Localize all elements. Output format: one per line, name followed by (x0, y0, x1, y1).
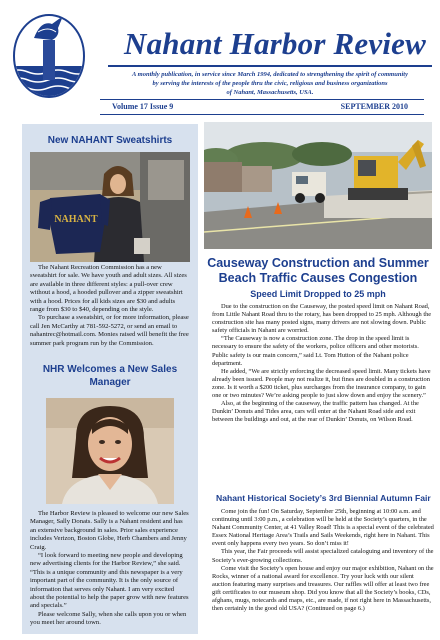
sweatshirt-lettering: NAHANT (54, 214, 98, 225)
paragraph: Come visit the Society’s open house and enjoy our major exhibition, Nahant on the Rocks, winner of a national award for excellence. Try your luck with our silent auction featuring many surprises and treasures. Our raffles will offer at least two free gift certificates to our museum shop. Did you know that all the Society’s books, CDs, afghans, mugs, notecards and maps, etc., are made, if not right here in Massachusetts, then certainly in the good old USA? (Continued on page 6.) (212, 564, 434, 613)
paragraph: To purchase a sweatshirt, or for more information, please call Jen McCarthy at 781-592-5272, or send an email to nahantrec@hotmail.com. Monies raised will benefit the free summer park program run by the Commission. (30, 314, 189, 347)
paragraph: Due to the construction on the Causeway, the posted speed limit on Nahant Road, from Little Nahant Road thru to the rotary, has been dropped to 25 mph. Although the construction site has many posted signs, many drivers are not slowing down. Public safety officials in Nahant are worried. (212, 303, 432, 335)
paragraph: “I look forward to meeting new people and developing new advertising clients for the Harbor Review,” she said. “This is a unique community and this newspaper is a very important part of the community. It is the only source of information that serves only Nahant. I am very excited about the potential to help the paper grow with new features and specials.” (30, 552, 189, 610)
paragraph: Please welcome Sally, when she calls upon you or when you meet her around town. (30, 610, 187, 627)
paragraph: “The Causeway is now a construction zone. The drop in the speed limit is necessary to ensure the safety of the workers, police officers and other motorists. Public safety is our main concern,” said Lt. Tom Hutton of the Nahant police department. (212, 335, 419, 367)
tagline-line: A monthly publication, in service since March 1994, dedicated to strengthening the spirit of community (132, 71, 408, 78)
paragraph: The Harbor Review is pleased to welcome our new Sales Manager, Sally Donats. Sally is a Nahant resident and has an extensive background in sales. Prior sales experience includes Verizon, Boston Globe, Herb Chambers and Jenny Craig. (30, 510, 189, 551)
historical-heading: Nahant Historical Society’s 3rd Biennial Autumn Fair (216, 493, 431, 503)
sweatshirts-body (22, 264, 198, 348)
causeway-subheading: Speed Limit Dropped to 25 mph (250, 289, 386, 299)
paragraph: This year, the Fair proceeds will assist specialized cataloguing and inventory of the Society’s ever-growing collections. (212, 548, 434, 564)
paragraph: The Nahant Recreation Commission has a new sweatshirt for sale. We have youth and adult sizes. All sizes are available in three different styles: a pull-over crew without a hood, a hooded pullover and a zipper sweatshirt with a hood. Prices for all kids sizes are $30 and adults range from $30 to $40, depending on the style. (30, 264, 187, 314)
volume-issue: Volume 17 Issue 9 (112, 102, 174, 111)
causeway-heading-line: Causeway Construction and Summer (207, 256, 429, 270)
title-rule (108, 65, 432, 67)
masthead (8, 6, 432, 98)
tagline (108, 70, 432, 97)
sales-heading-line: NHR Welcomes a New Sales (42, 364, 178, 375)
sales-heading (22, 363, 198, 389)
historical-body (212, 508, 434, 613)
causeway-construction-photo (204, 122, 432, 249)
paragraph: He added, “We are strictly enforcing the decreased speed limit. Many tickets have already been issued. People may not realize it, but fines are doubled in a construction zone. Is it worth a $200 ticket, plus surcharges from the insurance company, to gain one or two minutes? We’re asking people to just slow down and enjoy the scenery.” (212, 367, 431, 400)
seagull-on-piling-icon (8, 6, 90, 98)
sales-heading-line: Manager (89, 377, 131, 388)
left-sidebar (22, 124, 198, 634)
paragraph: Come join the fun! On Saturday, September 25th, beginning at 10:00 a.m. and continuing until 3:00 p.m., a celebration will be held at the Society’s quarters, in the Nahant Community Center, at 41 Valley Road! This is a special event of the celebrated Essex National Heritage Area’s Trails and Sails Weekends, right here in Nahant. This event only happens every two years. So don’t miss it! (212, 508, 434, 548)
issue-bar (100, 99, 424, 115)
sweatshirt-photo (30, 152, 190, 262)
sweatshirts-heading: New NAHANT Sweatshirts (47, 135, 173, 146)
paragraph: Also, at the beginning of the causeway, the traffic pattern has changed. At the Dunkin’ Donuts and Tides area, cars will enter at the Nahant Road side and exit between the buildings and out, at the rear of Dunkin’ Donuts, on Wilson Road. (212, 400, 419, 424)
tagline-line: by serving the interests of the people thru the civic, religious and business organizations (152, 80, 388, 87)
causeway-heading-line: Beach Traffic Causes Congestion (218, 271, 418, 285)
sally-donats-photo (46, 398, 174, 504)
sales-body (22, 510, 198, 628)
causeway-heading (200, 256, 436, 286)
issue-date: SEPTEMBER 2010 (340, 102, 408, 111)
causeway-body (212, 303, 434, 424)
newspaper-title: Nahant Harbor Review (124, 26, 426, 61)
tagline-line: of Nahant, Massachusetts, USA. (226, 89, 314, 96)
